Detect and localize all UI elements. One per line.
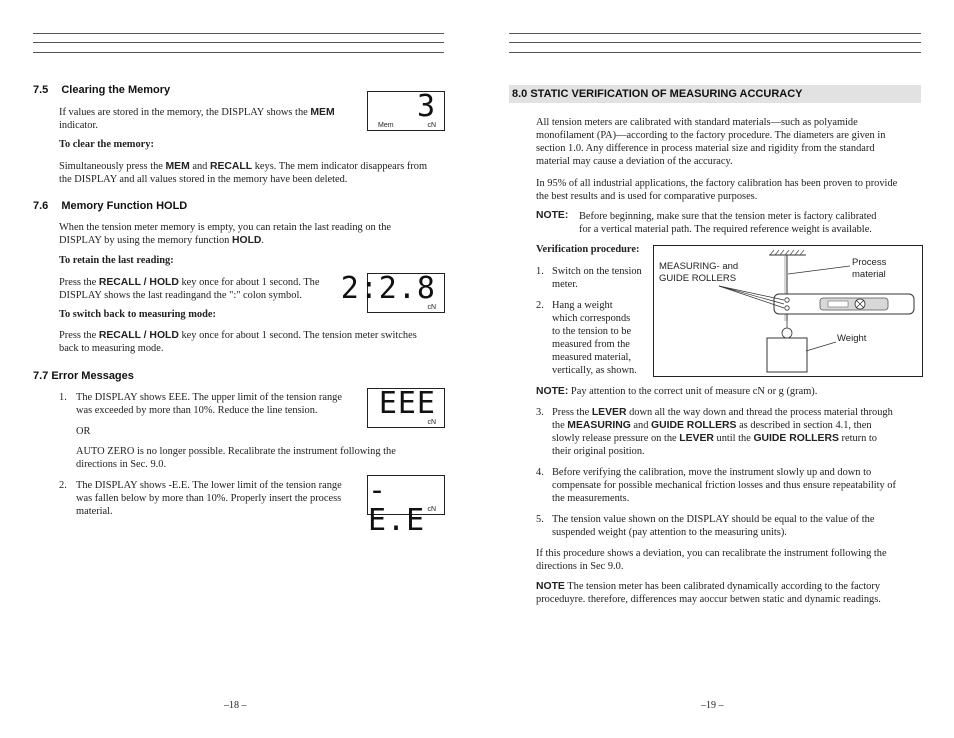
page-number-left: –18 – (224, 700, 247, 711)
page-number-right: –19 – (701, 700, 724, 711)
lcd-display-minus-ee (367, 473, 445, 538)
step5-text: The tension value shown on the DISPLAY should be equal to the value of the suspended weight (pay attention to the measuring units). (552, 514, 875, 538)
note1-text: Before beginning, make sure that the tension meter is factory calibrated for a vertical material path. The required reference weight is available. (579, 211, 877, 235)
deviation-paragraph: If this procedure shows a deviation, you can recalibrate the instrument following the directions in Sec 9.0. (536, 548, 887, 572)
section-7-6-para2: Press the RECALL / HOLD key once for about 1 second. The DISPLAY shows the last readingand the ":" colon symbol. (59, 277, 320, 301)
verification-heading: Verification procedure: (536, 244, 640, 255)
header-rule-bottom-left (33, 52, 444, 53)
error-item-1-number: 1. (59, 392, 67, 403)
section-7-5-heading (33, 84, 170, 96)
error-item-2-text: The DISPLAY shows -E.E. The lower limit of the tension range was fallen below by more than 10%. Properly insert the process material. (76, 480, 342, 517)
section-title: Clearing the Memory (61, 84, 171, 96)
weight-hook (782, 328, 792, 338)
step4-text: Before verifying the calibration, move the instrument slowly up and down to compensate for possible mechanical friction losses and thus ensure repeatability of the measurements. (552, 467, 896, 504)
guide-roller-top (785, 298, 789, 302)
section-7-5-para1: If values are stored in the memory, the DISPLAY shows the MEM indicator. (59, 107, 335, 131)
lcd-digits: -E.E (368, 473, 426, 538)
lcd-digits: 3 (416, 89, 436, 124)
verification-figure (653, 245, 923, 377)
step2-number: 2. (536, 300, 544, 311)
subheading-switch-back: To switch back to measuring mode: (59, 309, 216, 320)
lcd-digits: EEE (378, 386, 436, 421)
step3-text: Press the LEVER down all the way down and thread the process material through the MEASURING and GUIDE ROLLERS as described in section 4.1, then slowly release pressure on the LEVER until the GUIDE ROLLERS return to their original position. (552, 407, 893, 457)
step1-number: 1. (536, 266, 544, 277)
section-title: Memory Function HOLD (61, 200, 188, 212)
lcd-digits: 2:2.8 (340, 271, 436, 306)
step4-number: 4. (536, 467, 544, 478)
error-item-1-or: OR (76, 426, 91, 437)
error-item-1-autozero: AUTO ZERO is no longer possible. Recalibrate the instrument following the directions in Sec. 9.0. (76, 446, 396, 470)
leader-rollers-b (719, 286, 784, 304)
lcd-unit: cN (427, 122, 436, 129)
note3: NOTE The tension meter has been calibrated dynamically according to the factory proceduyre. therefore, differences may aoccur betwen static and dynamic readings. (536, 581, 881, 605)
lcd-unit: cN (427, 304, 436, 311)
leader-process (788, 266, 850, 274)
leader-weight (806, 342, 836, 351)
section-7-5-para2: Simultaneously press the MEM and RECALL keys. The mem indicator disappears from the DISPLAY and all values stored in the memory have been deleted. (59, 161, 428, 185)
note2-label: NOTE: (536, 386, 569, 397)
section-number: 7.6 (33, 200, 49, 212)
step2-text: Hang a weight which corresponds to the tension to be measured from the measured material, vertically, as shown. (552, 300, 637, 376)
section-8-para2: In 95% of all industrial applications, the factory calibration has been proven to provide the best results and is used for comparative purposes. (536, 178, 898, 202)
subheading-clear-memory: To clear the memory: (59, 139, 154, 150)
note1-label: NOTE: (536, 210, 569, 221)
section-8-intro: All tension meters are calibrated with standard materials—such as polyamide monofilament (PA)—according to the factory procedure. The diameters are given in section 1.0. Any difference in process material size and rigidity from the standard material may cause a deviation of the accuracy. (536, 117, 886, 167)
section-7-6-para1: When the tension meter memory is empty, you can retain the last reading on the DISPLAY by using the memory function HOLD. (59, 222, 392, 246)
lcd-unit: cN (427, 506, 436, 513)
lcd-unit: cN (427, 419, 436, 426)
error-item-2-number: 2. (59, 480, 67, 491)
label-process-material: Process material (852, 257, 887, 280)
section-number: 7.5 (33, 84, 49, 96)
section-7-6-para3: Press the RECALL / HOLD key once for about 1 second. The tension meter switches back to measuring mode. (59, 330, 417, 354)
section-7-6-heading (33, 200, 187, 212)
guide-roller-bottom (785, 306, 789, 310)
label-rollers: MEASURING- and GUIDE ROLLERS (659, 261, 739, 284)
note3-label: NOTE (536, 581, 565, 592)
tension-meter-lcd (828, 301, 848, 307)
ceiling-hatch (770, 250, 804, 255)
lcd-display-hold (340, 271, 445, 313)
weight-block (767, 338, 807, 372)
header-rule-mid-right (509, 42, 921, 43)
note2: NOTE: Pay attention to the correct unit of measure cN or g (gram). (536, 386, 818, 397)
header-rule-top-right (509, 33, 921, 34)
leader-rollers-a (719, 286, 784, 300)
subheading-retain-reading: To retain the last reading: (59, 255, 174, 266)
error-item-1-text: The DISPLAY shows EEE. The upper limit of the tension range was exceeded by more than 10%. Reduce the line tension. (76, 392, 342, 416)
label-weight: Weight (837, 333, 867, 344)
lcd-display-mem (367, 91, 445, 131)
step3-number: 3. (536, 407, 544, 418)
header-rule-mid-left (33, 42, 444, 43)
lcd-mem-indicator: Mem (378, 122, 394, 129)
step1-text: Switch on the tension meter. (552, 266, 642, 290)
section-7-7-heading: 7.7 Error Messages (33, 370, 134, 382)
step5-number: 5. (536, 514, 544, 525)
lcd-display-eee (367, 388, 445, 428)
header-rule-top-left (33, 33, 444, 34)
section-8-title: 8.0 STATIC VERIFICATION OF MEASURING ACCURACY (512, 88, 803, 100)
mem-keyword: MEM (310, 107, 335, 118)
header-rule-bottom-right (509, 52, 921, 53)
